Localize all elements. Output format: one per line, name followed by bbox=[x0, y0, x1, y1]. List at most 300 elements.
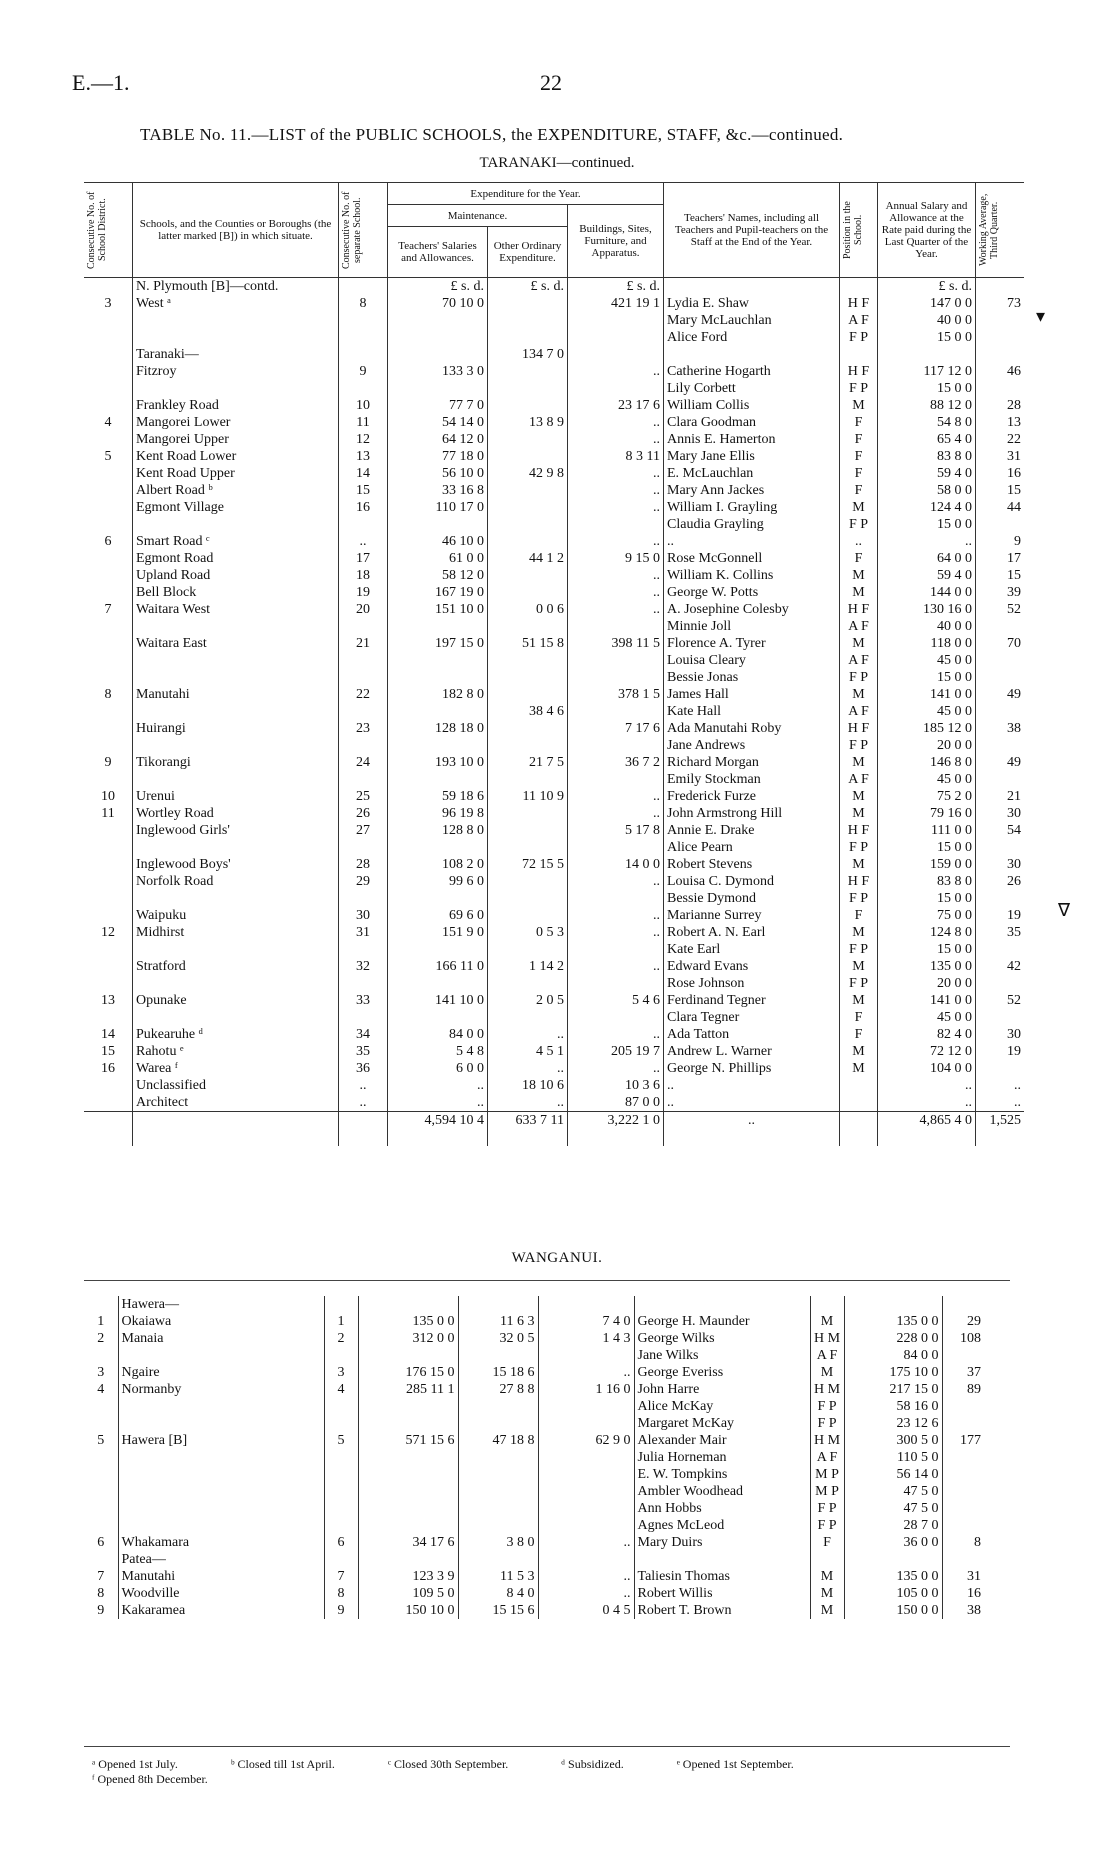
table-row bbox=[84, 1026, 1024, 1043]
annual-salary-cell: 20 0 0 bbox=[878, 975, 976, 992]
table-row bbox=[84, 1500, 984, 1517]
salaries-cell: 58 12 0 bbox=[388, 567, 488, 584]
buildings-cell: .. bbox=[568, 873, 664, 890]
other-expenditure-cell bbox=[488, 482, 568, 499]
salaries-cell: 285 11 1 bbox=[358, 1381, 458, 1398]
teacher-name-cell: Alice Ford bbox=[664, 329, 840, 346]
position-cell: M bbox=[840, 958, 878, 975]
salaries-cell: 197 15 0 bbox=[388, 635, 488, 652]
other-expenditure-cell: 32 0 5 bbox=[458, 1330, 538, 1347]
buildings-cell: .. bbox=[568, 584, 664, 601]
position-cell: A F bbox=[840, 771, 878, 788]
annual-salary-cell: 111 0 0 bbox=[878, 822, 976, 839]
total-other: 633 7 11 bbox=[488, 1112, 568, 1130]
annual-salary-cell: 65 4 0 bbox=[878, 431, 976, 448]
footnote-c: ᶜ Closed 30th September. bbox=[387, 1757, 509, 1771]
other-expenditure-cell bbox=[488, 839, 568, 856]
working-average-cell bbox=[976, 703, 1025, 720]
table-row bbox=[84, 1551, 984, 1568]
salaries-cell: 150 10 0 bbox=[358, 1602, 458, 1619]
buildings-cell: .. bbox=[568, 363, 664, 380]
school-name-cell: Rahotu ᵉ bbox=[133, 1043, 339, 1060]
school-no-cell bbox=[339, 737, 388, 754]
salaries-cell bbox=[388, 890, 488, 907]
working-average-cell: 37 bbox=[942, 1364, 984, 1381]
district-no-cell bbox=[84, 1415, 118, 1432]
school-no-cell: 26 bbox=[339, 805, 388, 822]
teacher-name-cell bbox=[634, 1296, 810, 1313]
working-average-cell bbox=[942, 1500, 984, 1517]
salaries-cell: 167 19 0 bbox=[388, 584, 488, 601]
school-name-cell: Waipuku bbox=[133, 907, 339, 924]
district-no-cell bbox=[84, 1551, 118, 1568]
other-expenditure-cell: 1 14 2 bbox=[488, 958, 568, 975]
other-expenditure-cell: 42 9 8 bbox=[488, 465, 568, 482]
buildings-cell: .. bbox=[538, 1568, 634, 1585]
salaries-cell bbox=[388, 652, 488, 669]
table-row bbox=[84, 601, 1024, 618]
school-name-cell: Wortley Road bbox=[133, 805, 339, 822]
total-attendance: 1,525 bbox=[976, 1112, 1025, 1130]
salaries-cell: 108 2 0 bbox=[388, 856, 488, 873]
position-cell: H F bbox=[840, 822, 878, 839]
position-cell: H F bbox=[840, 363, 878, 380]
salaries-cell bbox=[388, 703, 488, 720]
school-name-cell bbox=[133, 329, 339, 346]
district-no-cell bbox=[84, 1500, 118, 1517]
other-expenditure-cell bbox=[488, 431, 568, 448]
other-expenditure-cell bbox=[488, 771, 568, 788]
school-name-cell: Opunake bbox=[133, 992, 339, 1009]
teacher-name-cell: John Armstrong Hill bbox=[664, 805, 840, 822]
district-no-cell bbox=[84, 499, 133, 516]
position-cell: F P bbox=[840, 516, 878, 533]
school-name-cell: Smart Road ᶜ bbox=[133, 533, 339, 550]
buildings-cell: .. bbox=[568, 499, 664, 516]
working-average-cell: 70 bbox=[976, 635, 1025, 652]
table-row bbox=[84, 397, 1024, 414]
school-no-cell: .. bbox=[339, 1094, 388, 1112]
working-average-cell bbox=[942, 1517, 984, 1534]
position-cell bbox=[810, 1551, 844, 1568]
annual-salary-cell: 135 0 0 bbox=[844, 1313, 942, 1330]
salaries-cell: 70 10 0 bbox=[388, 295, 488, 312]
school-name-cell: Unclassified bbox=[133, 1077, 339, 1094]
other-expenditure-cell: 27 8 8 bbox=[458, 1381, 538, 1398]
district-no-cell bbox=[84, 652, 133, 669]
salaries-cell bbox=[358, 1551, 458, 1568]
teacher-name-cell: E. W. Tompkins bbox=[634, 1466, 810, 1483]
salaries-cell: 61 0 0 bbox=[388, 550, 488, 567]
position-cell: F bbox=[840, 550, 878, 567]
school-name-cell: Egmont Road bbox=[133, 550, 339, 567]
table-row bbox=[84, 873, 1024, 890]
position-cell: F P bbox=[810, 1500, 844, 1517]
position-cell: H F bbox=[840, 601, 878, 618]
table-row bbox=[84, 1043, 1024, 1060]
teacher-name-cell: Richard Morgan bbox=[664, 754, 840, 771]
working-average-cell: 52 bbox=[976, 601, 1025, 618]
teacher-name-cell: Robert Willis bbox=[634, 1585, 810, 1602]
wanganui-table bbox=[84, 1296, 984, 1619]
school-name-cell: Ngaire bbox=[118, 1364, 324, 1381]
working-average-cell bbox=[976, 771, 1025, 788]
buildings-cell: 1 4 3 bbox=[538, 1330, 634, 1347]
footnote-rule bbox=[84, 1746, 1010, 1747]
other-expenditure-cell bbox=[488, 618, 568, 635]
position-cell: M bbox=[840, 754, 878, 771]
school-name-cell bbox=[133, 839, 339, 856]
school-name-cell bbox=[133, 618, 339, 635]
district-no-cell bbox=[84, 890, 133, 907]
other-expenditure-cell: 11 5 3 bbox=[458, 1568, 538, 1585]
school-no-cell bbox=[339, 652, 388, 669]
table-row bbox=[84, 278, 1024, 296]
buildings-cell: 398 11 5 bbox=[568, 635, 664, 652]
teacher-name-cell: Rose Johnson bbox=[664, 975, 840, 992]
table-row bbox=[84, 618, 1024, 635]
other-expenditure-cell bbox=[488, 890, 568, 907]
school-no-cell: 33 bbox=[339, 992, 388, 1009]
school-no-cell bbox=[324, 1517, 358, 1534]
other-expenditure-cell bbox=[488, 567, 568, 584]
school-no-cell bbox=[324, 1483, 358, 1500]
teacher-name-cell: George N. Phillips bbox=[664, 1060, 840, 1077]
other-expenditure-cell bbox=[488, 329, 568, 346]
teacher-name-cell: George W. Potts bbox=[664, 584, 840, 601]
taranaki-total-row bbox=[84, 1112, 1024, 1130]
other-expenditure-cell bbox=[458, 1398, 538, 1415]
col-header-teachers: Teachers' Names, including all Teachers and Pupil-teachers on the Staff at the End of the Year. bbox=[664, 183, 840, 278]
position-cell: F P bbox=[840, 890, 878, 907]
school-no-cell bbox=[339, 516, 388, 533]
working-average-cell: 9 bbox=[976, 533, 1025, 550]
district-no-cell bbox=[84, 1094, 133, 1112]
buildings-cell: 7 17 6 bbox=[568, 720, 664, 737]
school-name-cell bbox=[133, 312, 339, 329]
working-average-cell: 16 bbox=[942, 1585, 984, 1602]
teacher-name-cell: William I. Grayling bbox=[664, 499, 840, 516]
buildings-cell: 1 16 0 bbox=[538, 1381, 634, 1398]
table-row bbox=[84, 1534, 984, 1551]
school-name-cell: Bell Block bbox=[133, 584, 339, 601]
table-row bbox=[84, 737, 1024, 754]
salaries-cell bbox=[388, 1009, 488, 1026]
school-no-cell bbox=[339, 703, 388, 720]
table-row bbox=[84, 1364, 984, 1381]
teacher-name-cell: Jane Andrews bbox=[664, 737, 840, 754]
table-row bbox=[84, 805, 1024, 822]
teacher-name-cell: Emily Stockman bbox=[664, 771, 840, 788]
salaries-cell bbox=[388, 516, 488, 533]
other-expenditure-cell bbox=[458, 1500, 538, 1517]
salaries-cell bbox=[358, 1500, 458, 1517]
wanganui-body bbox=[84, 1296, 984, 1619]
school-no-cell bbox=[339, 771, 388, 788]
table-row bbox=[84, 890, 1024, 907]
annual-salary-cell: 300 5 0 bbox=[844, 1432, 942, 1449]
district-no-cell: 2 bbox=[97, 1331, 105, 1346]
school-name-cell: Pukearuhe ᵈ bbox=[133, 1026, 339, 1043]
teacher-name-cell: William K. Collins bbox=[664, 567, 840, 584]
teacher-name-cell: George H. Maunder bbox=[634, 1313, 810, 1330]
salaries-cell: 151 10 0 bbox=[388, 601, 488, 618]
position-cell: M bbox=[810, 1364, 844, 1381]
teacher-name-cell: Bessie Dymond bbox=[664, 890, 840, 907]
other-expenditure-cell bbox=[488, 805, 568, 822]
school-no-cell: 10 bbox=[339, 397, 388, 414]
buildings-cell bbox=[538, 1415, 634, 1432]
other-expenditure-cell bbox=[488, 1009, 568, 1026]
district-no-cell: 6 bbox=[104, 534, 112, 549]
buildings-cell bbox=[568, 1009, 664, 1026]
table-row bbox=[84, 567, 1024, 584]
col-header-attendance: Working Average, Third Quarter. bbox=[976, 183, 1025, 278]
school-name-cell: Manaia bbox=[118, 1330, 324, 1347]
school-no-cell: 22 bbox=[339, 686, 388, 703]
position-cell: M bbox=[840, 1060, 878, 1077]
teacher-name-cell: Ann Hobbs bbox=[634, 1500, 810, 1517]
salaries-cell: 99 6 0 bbox=[388, 873, 488, 890]
buildings-cell: 5 17 8 bbox=[568, 822, 664, 839]
position-cell bbox=[840, 346, 878, 363]
buildings-cell bbox=[568, 771, 664, 788]
other-expenditure-cell: 4 5 1 bbox=[488, 1043, 568, 1060]
buildings-cell: .. bbox=[568, 601, 664, 618]
annual-salary-cell: 15 0 0 bbox=[878, 941, 976, 958]
annual-salary-cell: 45 0 0 bbox=[878, 1009, 976, 1026]
position-cell: F P bbox=[840, 329, 878, 346]
salaries-cell: 77 18 0 bbox=[388, 448, 488, 465]
footnotes bbox=[92, 1757, 1052, 1787]
district-no-cell: 3 bbox=[97, 1365, 105, 1380]
school-no-cell: 5 bbox=[324, 1432, 358, 1449]
other-expenditure-cell bbox=[488, 380, 568, 397]
salaries-cell: 96 19 8 bbox=[388, 805, 488, 822]
position-cell: M bbox=[840, 499, 878, 516]
other-expenditure-cell bbox=[488, 907, 568, 924]
annual-salary-cell: 36 0 0 bbox=[844, 1534, 942, 1551]
working-average-cell bbox=[942, 1449, 984, 1466]
other-expenditure-cell bbox=[488, 363, 568, 380]
annual-salary-cell: 58 0 0 bbox=[878, 482, 976, 499]
salaries-cell: 69 6 0 bbox=[388, 907, 488, 924]
salaries-cell bbox=[388, 771, 488, 788]
wanganui-title: WANGANUI. bbox=[511, 1250, 603, 1266]
table-row bbox=[84, 431, 1024, 448]
working-average-cell: 49 bbox=[976, 686, 1025, 703]
annual-salary-cell: .. bbox=[878, 533, 976, 550]
teacher-name-cell bbox=[664, 278, 840, 296]
position-cell: M bbox=[840, 805, 878, 822]
teacher-name-cell: Clara Goodman bbox=[664, 414, 840, 431]
other-expenditure-cell: 72 15 5 bbox=[488, 856, 568, 873]
annual-salary-cell: 75 2 0 bbox=[878, 788, 976, 805]
buildings-cell: 378 1 5 bbox=[568, 686, 664, 703]
salaries-cell bbox=[388, 346, 488, 363]
position-cell: M bbox=[810, 1313, 844, 1330]
salaries-cell: 133 3 0 bbox=[388, 363, 488, 380]
position-cell bbox=[840, 1077, 878, 1094]
teacher-name-cell: Kate Hall bbox=[664, 703, 840, 720]
annual-salary-cell: 54 8 0 bbox=[878, 414, 976, 431]
position-cell: H M bbox=[810, 1330, 844, 1347]
salaries-cell: 6 0 0 bbox=[388, 1060, 488, 1077]
working-average-cell bbox=[976, 941, 1025, 958]
school-no-cell bbox=[339, 669, 388, 686]
buildings-cell: 10 3 6 bbox=[568, 1077, 664, 1094]
school-name-cell bbox=[133, 652, 339, 669]
table-row bbox=[84, 992, 1024, 1009]
table-row bbox=[84, 1398, 984, 1415]
position-cell: F bbox=[840, 907, 878, 924]
table-row bbox=[84, 312, 1024, 329]
table-row bbox=[84, 499, 1024, 516]
position-cell: M bbox=[840, 635, 878, 652]
annual-salary-cell: 47 5 0 bbox=[844, 1483, 942, 1500]
buildings-cell: .. bbox=[538, 1364, 634, 1381]
working-average-cell: 38 bbox=[976, 720, 1025, 737]
working-average-cell: 28 bbox=[976, 397, 1025, 414]
annual-salary-cell bbox=[844, 1296, 942, 1313]
buildings-cell bbox=[538, 1347, 634, 1364]
teacher-name-cell: Bessie Jonas bbox=[664, 669, 840, 686]
buildings-cell: 9 15 0 bbox=[568, 550, 664, 567]
other-expenditure-cell bbox=[458, 1449, 538, 1466]
teacher-name-cell: Alice Pearn bbox=[664, 839, 840, 856]
other-expenditure-cell: 47 18 8 bbox=[458, 1432, 538, 1449]
annual-salary-cell: £ s. d. bbox=[878, 278, 976, 296]
buildings-cell bbox=[538, 1500, 634, 1517]
school-no-cell: 2 bbox=[324, 1330, 358, 1347]
table-row bbox=[84, 1296, 984, 1313]
school-name-cell: Mangorei Upper bbox=[133, 431, 339, 448]
buildings-cell: .. bbox=[538, 1585, 634, 1602]
district-no-cell: 1 bbox=[97, 1314, 105, 1329]
working-average-cell: 39 bbox=[976, 584, 1025, 601]
col-header-expenditure: Expenditure for the Year. bbox=[388, 183, 664, 205]
col-header-district: Consecutive No. of School District. bbox=[84, 183, 133, 278]
school-no-cell: 9 bbox=[324, 1602, 358, 1619]
position-cell: H F bbox=[840, 873, 878, 890]
school-no-cell: 24 bbox=[339, 754, 388, 771]
school-name-cell: Okaiawa bbox=[118, 1313, 324, 1330]
annual-salary-cell: 135 0 0 bbox=[844, 1568, 942, 1585]
salaries-cell bbox=[388, 839, 488, 856]
buildings-cell: .. bbox=[568, 414, 664, 431]
other-expenditure-cell bbox=[488, 516, 568, 533]
school-no-cell: 25 bbox=[339, 788, 388, 805]
working-average-cell: 46 bbox=[976, 363, 1025, 380]
school-name-cell: Woodville bbox=[118, 1585, 324, 1602]
salaries-cell bbox=[358, 1449, 458, 1466]
buildings-cell: .. bbox=[568, 1026, 664, 1043]
school-name-cell bbox=[133, 703, 339, 720]
col-header-schools: Schools, and the Counties or Boroughs (the latter marked [B]) in which situate. bbox=[133, 183, 339, 278]
annual-salary-cell: 56 14 0 bbox=[844, 1466, 942, 1483]
district-no-cell: 4 bbox=[104, 415, 112, 430]
salaries-cell bbox=[388, 329, 488, 346]
taranaki-body bbox=[84, 278, 1024, 1112]
district-no-cell bbox=[84, 380, 133, 397]
table-row bbox=[84, 1060, 1024, 1077]
annual-salary-cell: 28 7 0 bbox=[844, 1517, 942, 1534]
annual-salary-cell: .. bbox=[878, 1077, 976, 1094]
school-no-cell bbox=[339, 839, 388, 856]
buildings-cell: 36 7 2 bbox=[568, 754, 664, 771]
school-no-cell: 4 bbox=[324, 1381, 358, 1398]
school-no-cell bbox=[324, 1398, 358, 1415]
salaries-cell: 176 15 0 bbox=[358, 1364, 458, 1381]
salaries-cell bbox=[358, 1296, 458, 1313]
working-average-cell bbox=[976, 278, 1025, 296]
school-no-cell: 28 bbox=[339, 856, 388, 873]
buildings-cell bbox=[538, 1466, 634, 1483]
position-cell: F bbox=[840, 448, 878, 465]
district-no-cell: 5 bbox=[104, 449, 112, 464]
annual-salary-cell: 47 5 0 bbox=[844, 1500, 942, 1517]
district-no-cell: 12 bbox=[101, 925, 115, 940]
district-no-cell bbox=[84, 431, 133, 448]
district-no-cell bbox=[84, 635, 133, 652]
district-no-cell bbox=[84, 1077, 133, 1094]
working-average-cell bbox=[976, 312, 1025, 329]
teacher-name-cell: Robert T. Brown bbox=[634, 1602, 810, 1619]
buildings-cell: 23 17 6 bbox=[568, 397, 664, 414]
school-name-cell: Architect bbox=[133, 1094, 339, 1112]
footnote-f: ᶠ Opened 8th December. bbox=[92, 1772, 208, 1786]
working-average-cell: 38 bbox=[942, 1602, 984, 1619]
other-expenditure-cell: 51 15 8 bbox=[488, 635, 568, 652]
annual-salary-cell: 45 0 0 bbox=[878, 771, 976, 788]
table-row bbox=[84, 448, 1024, 465]
buildings-cell: £ s. d. bbox=[568, 278, 664, 296]
other-expenditure-cell bbox=[488, 533, 568, 550]
salaries-cell: 166 11 0 bbox=[388, 958, 488, 975]
school-name-cell: Patea— bbox=[118, 1551, 324, 1568]
district-no-cell bbox=[84, 771, 133, 788]
working-average-cell bbox=[976, 1009, 1025, 1026]
school-name-cell bbox=[133, 771, 339, 788]
annual-salary-cell: 118 0 0 bbox=[878, 635, 976, 652]
buildings-cell bbox=[538, 1551, 634, 1568]
salaries-cell bbox=[358, 1466, 458, 1483]
salaries-cell: 59 18 6 bbox=[388, 788, 488, 805]
school-name-cell: Waitara West bbox=[133, 601, 339, 618]
position-cell: F P bbox=[810, 1517, 844, 1534]
table-row bbox=[84, 924, 1024, 941]
school-no-cell: 15 bbox=[339, 482, 388, 499]
other-expenditure-cell bbox=[488, 652, 568, 669]
table-row bbox=[84, 1415, 984, 1432]
working-average-cell: 21 bbox=[976, 788, 1025, 805]
other-expenditure-cell bbox=[488, 499, 568, 516]
table-row bbox=[84, 975, 1024, 992]
table-row bbox=[84, 907, 1024, 924]
buildings-cell: 62 9 0 bbox=[538, 1432, 634, 1449]
school-name-cell: Frankley Road bbox=[133, 397, 339, 414]
school-no-cell: 3 bbox=[324, 1364, 358, 1381]
salaries-cell: 135 0 0 bbox=[358, 1313, 458, 1330]
district-no-cell bbox=[84, 1466, 118, 1483]
district-no-cell bbox=[84, 465, 133, 482]
buildings-cell bbox=[568, 516, 664, 533]
school-name-cell: Norfolk Road bbox=[133, 873, 339, 890]
school-name-cell bbox=[118, 1347, 324, 1364]
school-name-cell bbox=[133, 890, 339, 907]
teacher-name-cell bbox=[634, 1551, 810, 1568]
school-no-cell: 8 bbox=[339, 295, 388, 312]
